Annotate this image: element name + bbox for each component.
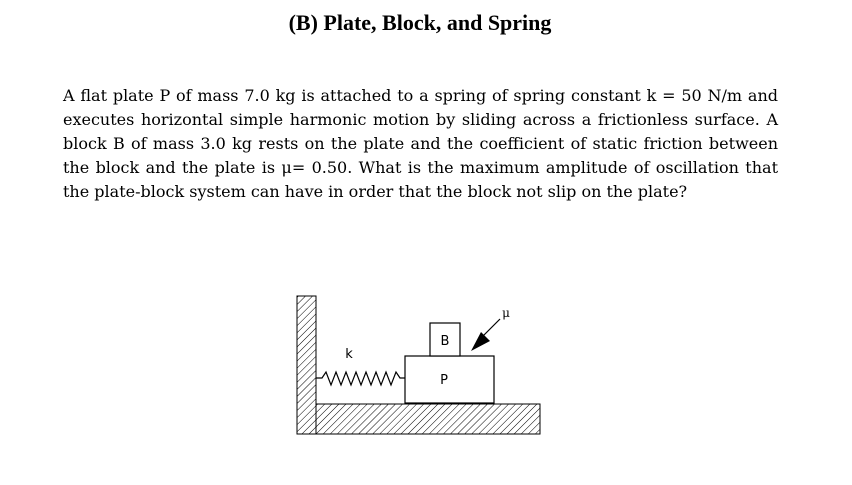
problem-statement: A flat plate P of mass 7.0 kg is attached to a spring of spring constant k = 50 N/m and executes horizontal simple harmonic motion by sliding across a frictionless surface. A block B of mass 3.0 kg rests on the plate and the coefficient of static friction between the block and the plate is μ= 0.50. What is the maximum amplitude of oscillation that the plate-block system can have in order that the block not slip on the plate? bbox=[63, 86, 778, 201]
spring bbox=[316, 372, 405, 385]
wall bbox=[297, 296, 316, 434]
problem-title: (B) Plate, Block, and Spring bbox=[288, 10, 552, 35]
plate-label: P bbox=[440, 373, 448, 388]
friction-label: μ bbox=[502, 306, 510, 320]
block-label: B bbox=[440, 334, 450, 349]
plate-block-spring-diagram bbox=[290, 290, 550, 440]
floor bbox=[316, 404, 540, 434]
friction-arrow-shaft bbox=[483, 319, 500, 336]
friction-arrow-head bbox=[471, 332, 490, 351]
plate bbox=[405, 356, 494, 403]
spring-label: k bbox=[345, 347, 353, 362]
